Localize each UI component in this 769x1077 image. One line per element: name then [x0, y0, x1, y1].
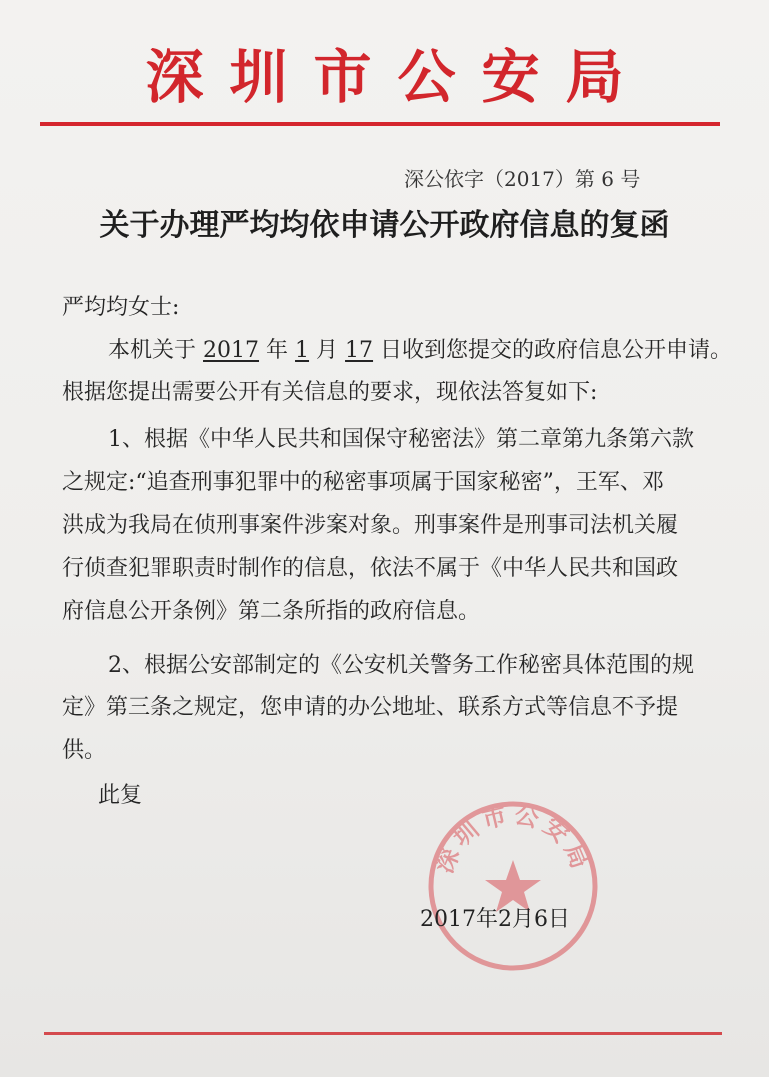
- letterhead-red-rule: [40, 122, 720, 126]
- intro-year-unit: 年: [266, 338, 289, 363]
- intro-after: 日收到您提交的政府信息公开申请。: [380, 338, 733, 363]
- salutation: 严均均女士:: [62, 295, 180, 320]
- seal-text: 深圳市公安局: [429, 799, 597, 878]
- para2-line: 2、根据公安部制定的《公安机关警务工作秘密具体范围的规: [108, 653, 694, 678]
- document-title: 关于办理严均均依申请公开政府信息的复函: [99, 208, 670, 243]
- para1-line: 1、根据《中华人民共和国保守秘密法》第二章第九条第六款: [108, 427, 694, 452]
- official-seal-stamp: [423, 796, 603, 976]
- letterhead-title: 深圳市公安局: [145, 43, 650, 111]
- docnum-year: 2017: [504, 167, 555, 191]
- intro-year: 2017: [203, 338, 260, 363]
- para1-line: 府信息公开条例》第二条所指的政府信息。: [62, 599, 481, 624]
- docnum-suffix: ）第: [554, 167, 595, 191]
- docnum-unit: 号: [620, 167, 641, 191]
- intro-month: 1: [295, 338, 310, 363]
- para2-line: 定》第三条之规定，您申请的办公地址、联系方式等信息不予提: [62, 695, 679, 720]
- intro-line-1: [108, 333, 732, 364]
- intro-before: 本机关于: [108, 338, 197, 363]
- para2-line: 供。: [62, 738, 107, 763]
- docnum-prefix: 深公依字（: [404, 167, 504, 191]
- document-number: [404, 163, 640, 192]
- document-date: 2017年2月6日: [420, 907, 570, 932]
- footer-red-rule: [44, 1032, 722, 1035]
- docnum-number: 6: [601, 167, 614, 191]
- para1-line: 行侦查犯罪职责时制作的信息，依法不属于《中华人民共和国政: [62, 556, 679, 581]
- intro-line-2: 根据您提出需要公开有关信息的要求，现依法答复如下:: [62, 380, 598, 405]
- para1-line: 洪成为我局在侦刑事案件涉案对象。刑事案件是刑事司法机关履: [62, 513, 679, 538]
- intro-day: 17: [345, 338, 374, 363]
- para1-line: 之规定:“追查刑事犯罪中的秘密事项属于国家秘密”，王军、邓: [62, 470, 664, 495]
- closing-remark: 此复: [98, 783, 143, 808]
- intro-month-unit: 月: [316, 338, 339, 363]
